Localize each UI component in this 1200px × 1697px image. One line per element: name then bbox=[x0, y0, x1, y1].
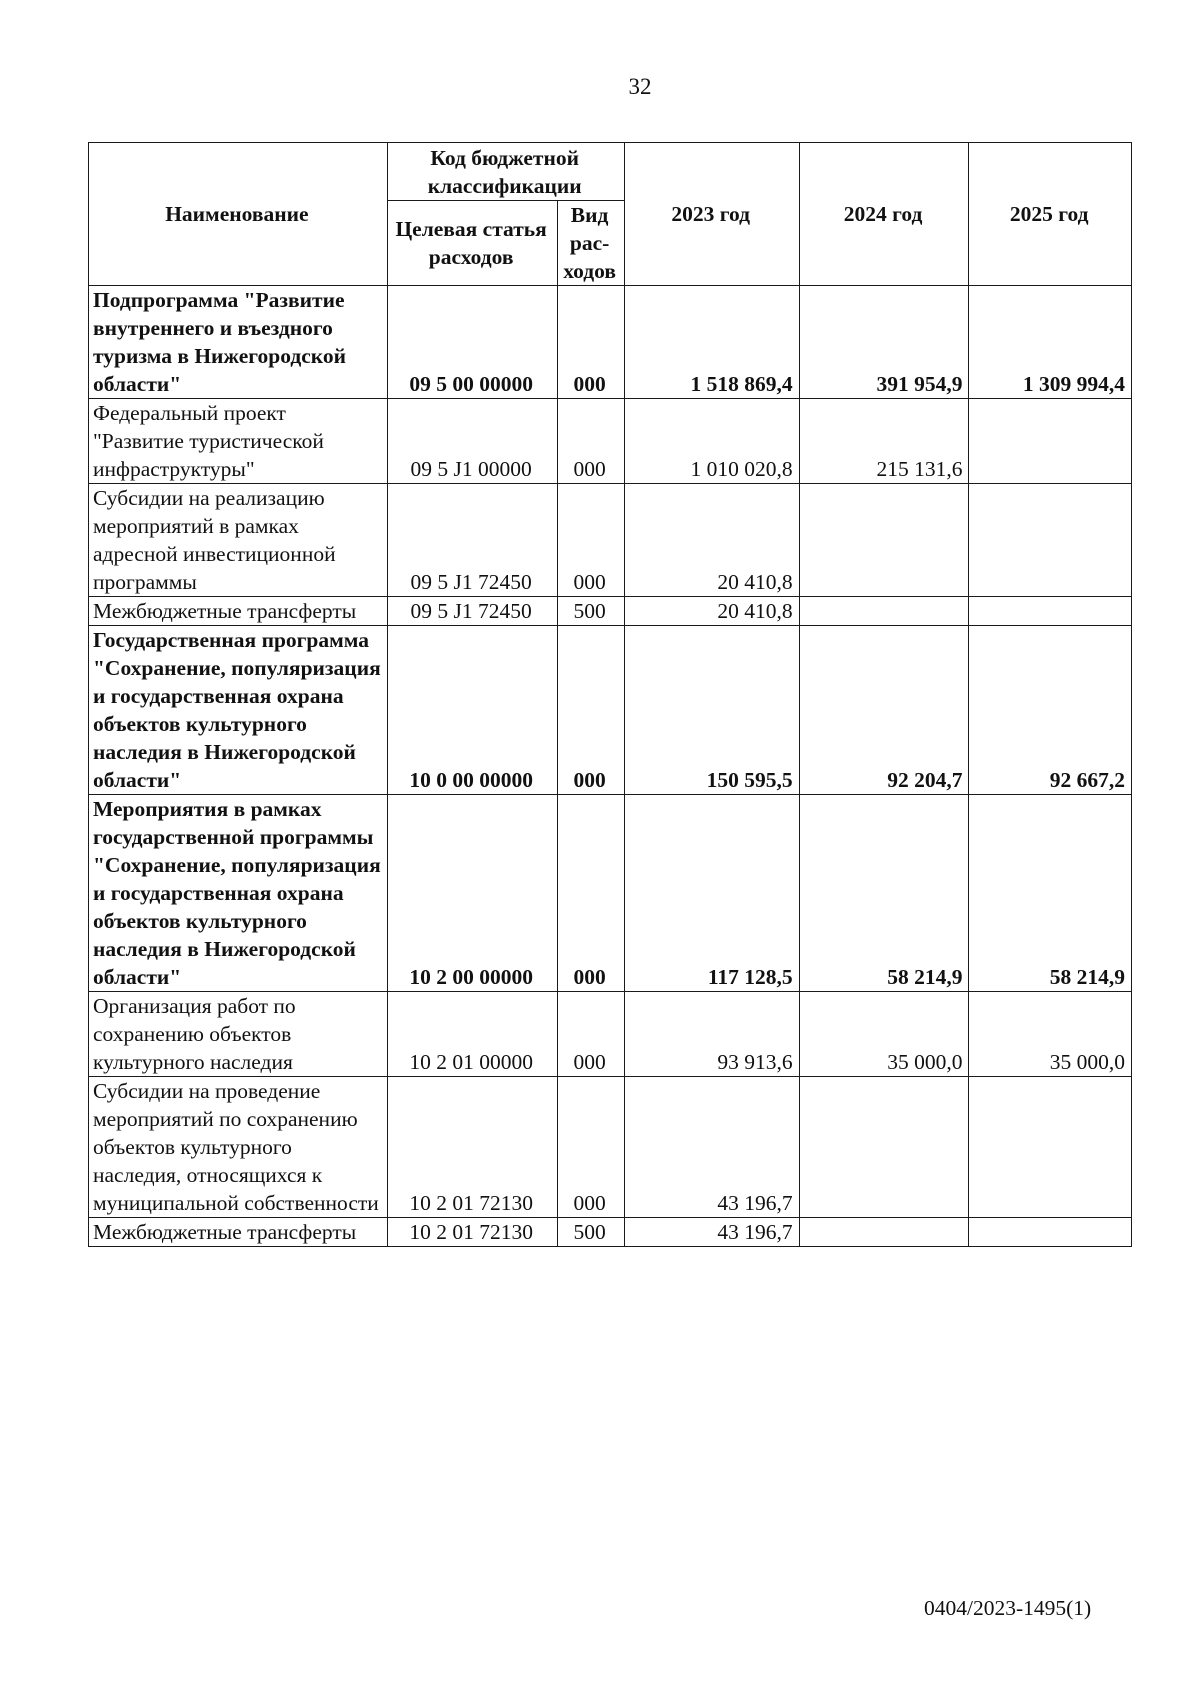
row-type: 000 bbox=[557, 795, 624, 992]
header-name: Наименование bbox=[89, 143, 388, 286]
row-2024: 92 204,7 bbox=[799, 626, 969, 795]
row-code: 10 2 00 00000 bbox=[387, 795, 557, 992]
row-type: 000 bbox=[557, 1077, 624, 1218]
row-name: Государственная программа "Сохранение, популяризация и государственная охрана объектов культурного наследия в Нижегородской области" bbox=[89, 626, 388, 795]
row-2023: 43 196,7 bbox=[624, 1218, 799, 1247]
row-2023: 20 410,8 bbox=[624, 484, 799, 597]
row-type: 000 bbox=[557, 286, 624, 399]
document-code: 0404/2023-1495(1) bbox=[924, 1596, 1092, 1620]
table-row bbox=[89, 286, 1132, 399]
page-number: 32 bbox=[628, 74, 652, 99]
row-2025: 58 214,9 bbox=[969, 795, 1132, 992]
row-code: 09 5 J1 72450 bbox=[387, 597, 557, 626]
table-row bbox=[89, 626, 1132, 795]
row-2023: 43 196,7 bbox=[624, 1077, 799, 1218]
header-target-article: Целевая статья расходов bbox=[387, 201, 557, 286]
row-2025 bbox=[969, 399, 1132, 484]
row-type: 500 bbox=[557, 1218, 624, 1247]
row-code: 09 5 00 00000 bbox=[387, 286, 557, 399]
row-2023: 1 010 020,8 bbox=[624, 399, 799, 484]
table-header bbox=[89, 143, 1132, 286]
row-2024: 391 954,9 bbox=[799, 286, 969, 399]
row-2023: 150 595,5 bbox=[624, 626, 799, 795]
table-row bbox=[89, 795, 1132, 992]
row-2025 bbox=[969, 597, 1132, 626]
row-name: Подпрограмма "Развитие внутреннего и въездного туризма в Нижегородской области" bbox=[89, 286, 388, 399]
header-2024: 2024 год bbox=[799, 143, 969, 286]
table-row bbox=[89, 597, 1132, 626]
row-code: 10 0 00 00000 bbox=[387, 626, 557, 795]
row-2024: 215 131,6 bbox=[799, 399, 969, 484]
row-type: 000 bbox=[557, 484, 624, 597]
row-type: 500 bbox=[557, 597, 624, 626]
header-code-group: Код бюджетной классификации bbox=[387, 143, 624, 201]
table-row bbox=[89, 992, 1132, 1077]
row-name: Межбюджетные трансферты bbox=[89, 1218, 388, 1247]
row-2023: 93 913,6 bbox=[624, 992, 799, 1077]
row-2025 bbox=[969, 1218, 1132, 1247]
row-2024: 58 214,9 bbox=[799, 795, 969, 992]
row-name: Субсидии на проведение мероприятий по сохранению объектов культурного наследия, относящихся к муниципальной собственности bbox=[89, 1077, 388, 1218]
budget-table bbox=[88, 142, 1132, 1247]
row-2023: 20 410,8 bbox=[624, 597, 799, 626]
row-name: Межбюджетные трансферты bbox=[89, 597, 388, 626]
row-2024: 35 000,0 bbox=[799, 992, 969, 1077]
row-name: Субсидии на реализацию мероприятий в рамках адресной инвестиционной программы bbox=[89, 484, 388, 597]
row-code: 10 2 01 72130 bbox=[387, 1218, 557, 1247]
row-2024 bbox=[799, 1218, 969, 1247]
table-body bbox=[89, 286, 1132, 1247]
table-row bbox=[89, 1077, 1132, 1218]
table-row bbox=[89, 1218, 1132, 1247]
row-code: 10 2 01 00000 bbox=[387, 992, 557, 1077]
row-2024 bbox=[799, 597, 969, 626]
row-2024 bbox=[799, 1077, 969, 1218]
row-2025 bbox=[969, 1077, 1132, 1218]
header-expense-type: Вид рас-ходов bbox=[557, 201, 624, 286]
row-2024 bbox=[799, 484, 969, 597]
row-type: 000 bbox=[557, 626, 624, 795]
row-2025: 92 667,2 bbox=[969, 626, 1132, 795]
row-name: Федеральный проект "Развитие туристической инфраструктуры" bbox=[89, 399, 388, 484]
row-code: 09 5 J1 00000 bbox=[387, 399, 557, 484]
row-type: 000 bbox=[557, 399, 624, 484]
row-code: 09 5 J1 72450 bbox=[387, 484, 557, 597]
row-2023: 117 128,5 bbox=[624, 795, 799, 992]
row-2023: 1 518 869,4 bbox=[624, 286, 799, 399]
table-row bbox=[89, 399, 1132, 484]
row-name: Организация работ по сохранению объектов культурного наследия bbox=[89, 992, 388, 1077]
row-2025 bbox=[969, 484, 1132, 597]
row-2025: 35 000,0 bbox=[969, 992, 1132, 1077]
table-row bbox=[89, 484, 1132, 597]
header-2023: 2023 год bbox=[624, 143, 799, 286]
row-type: 000 bbox=[557, 992, 624, 1077]
row-name: Мероприятия в рамках государственной программы "Сохранение, популяризация и государственная охрана объектов культурного наследия в Нижегородской области" bbox=[89, 795, 388, 992]
header-2025: 2025 год bbox=[969, 143, 1132, 286]
row-2025: 1 309 994,4 bbox=[969, 286, 1132, 399]
row-code: 10 2 01 72130 bbox=[387, 1077, 557, 1218]
